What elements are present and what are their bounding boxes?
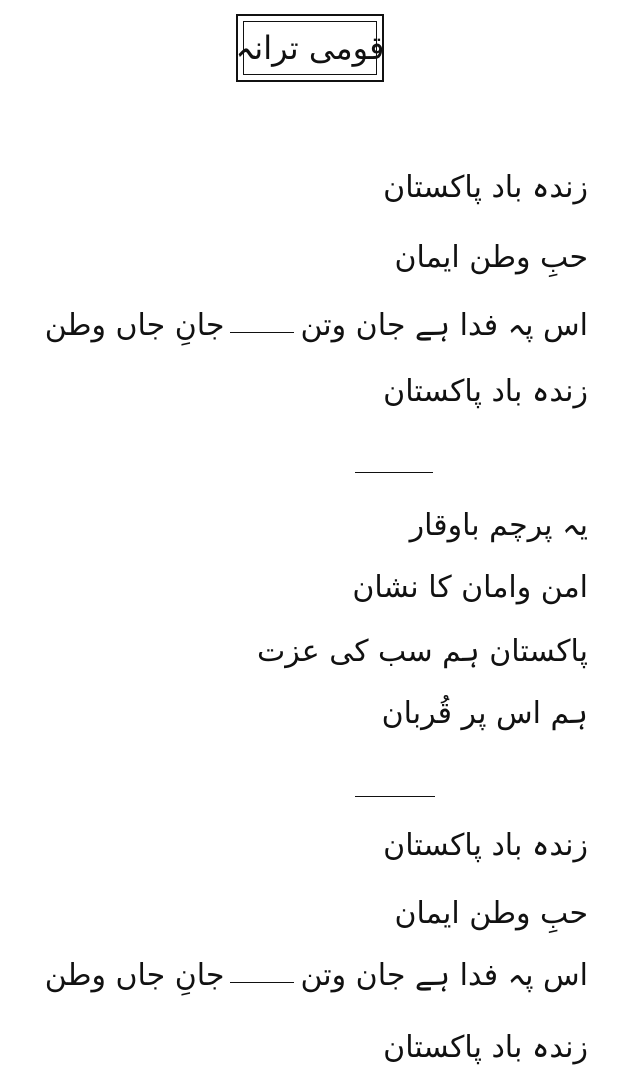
stanza-1-line-1: زندہ باد پاکستان bbox=[383, 170, 588, 205]
stanza-3-line-1: زندہ باد پاکستان bbox=[383, 828, 588, 863]
stanza-1-line-3 bbox=[45, 306, 588, 346]
stanza-3-line-3-part-1: اس پہ فدا ہے جان وتن bbox=[300, 958, 588, 993]
title-box-inner bbox=[235, 21, 385, 75]
stanza-1-line-3-part-2: جانِ جاں وطن bbox=[44, 308, 225, 343]
page-title: قومی ترانہ bbox=[235, 29, 385, 67]
stanza-3-line-3 bbox=[45, 956, 588, 996]
stanza-3-line-3-part-2: جانِ جاں وطن bbox=[44, 958, 225, 993]
stanza-2-line-1: یہ پرچم باوقار bbox=[409, 508, 588, 543]
title-box bbox=[236, 14, 384, 82]
stanza-divider-1 bbox=[355, 472, 433, 473]
stanza-1-line-2: حبِ وطن ایمان bbox=[394, 240, 588, 275]
stanza-1-line-3-part-1: اس پہ فدا ہے جان وتن bbox=[300, 308, 588, 343]
stanza-divider-2 bbox=[355, 796, 435, 797]
stanza-1-line-4: زندہ باد پاکستان bbox=[383, 374, 588, 409]
stanza-2-line-4: ہم اس پر قُربان bbox=[381, 696, 588, 731]
stanza-2-line-3: پاکستان ہم سب کی عزت bbox=[256, 634, 588, 669]
line-dash bbox=[230, 982, 294, 983]
line-dash bbox=[230, 332, 294, 333]
stanza-3-line-2: حبِ وطن ایمان bbox=[394, 896, 588, 931]
stanza-3-line-4: زندہ باد پاکستان bbox=[383, 1030, 588, 1065]
stanza-2-line-2: امن وامان کا نشان bbox=[352, 570, 588, 605]
